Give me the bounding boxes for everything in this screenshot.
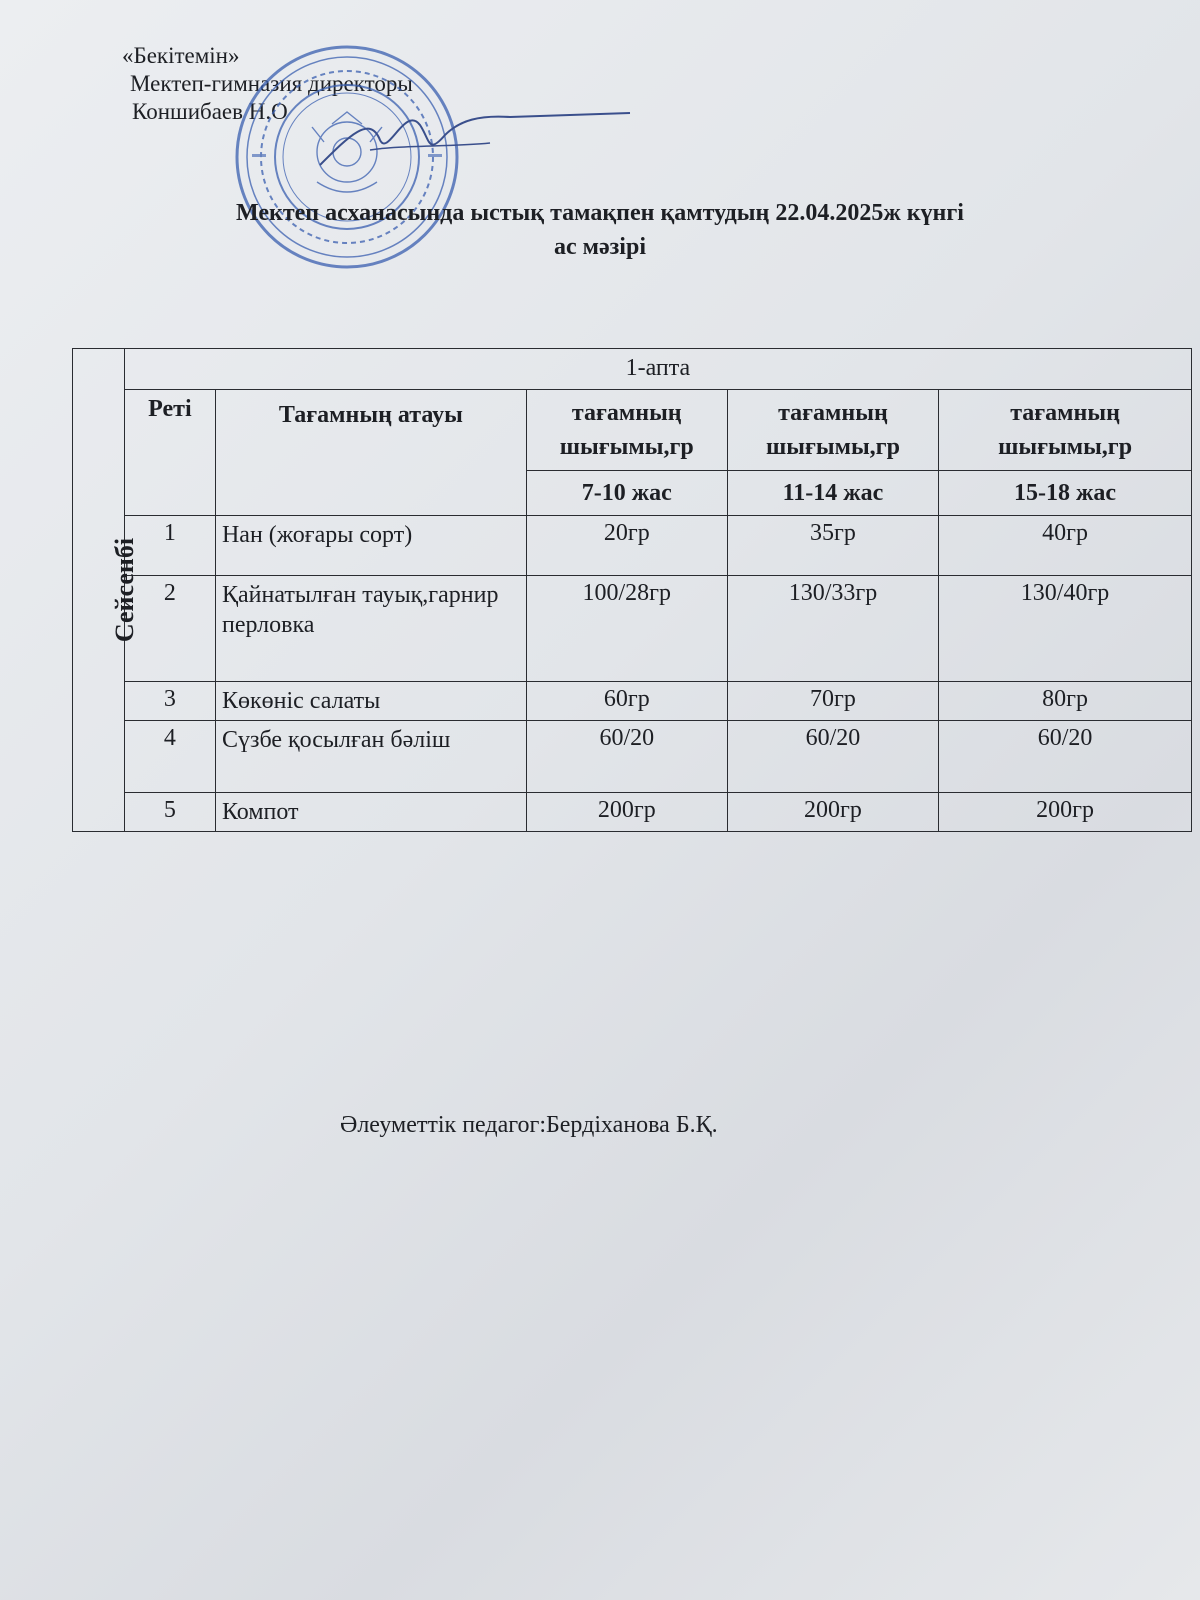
portion-value: 130/33гр (727, 576, 938, 682)
table-row (73, 682, 1192, 721)
header-order: Реті (124, 390, 215, 516)
social-pedagogue-signature-line: Әлеуметтік педагог:Бердіханова Б.Қ. (340, 1112, 718, 1138)
row-number: 5 (124, 793, 215, 832)
director-signature (310, 95, 640, 175)
header-dish-name: Тағамның атауы (215, 390, 526, 516)
header-age-2: 11-14 жас (727, 471, 938, 516)
day-cell (73, 349, 140, 832)
dish-name: Көкөніс салаты (215, 682, 526, 721)
portion-value: 35гр (727, 516, 938, 576)
dish-name: Компот (215, 793, 526, 832)
portion-value: 60/20 (939, 721, 1192, 793)
portion-value: 200гр (526, 793, 727, 832)
row-number: 3 (124, 682, 215, 721)
portion-value: 60/20 (526, 721, 727, 793)
portion-value: 60/20 (727, 721, 938, 793)
portion-value: 130/40гр (939, 576, 1192, 682)
portion-value: 100/28гр (526, 576, 727, 682)
approval-name: Коншибаев Н.О (132, 99, 288, 124)
row-number: 4 (124, 721, 215, 793)
header-age-1: 7-10 жас (526, 471, 727, 516)
approval-position: Мектеп-гимназия директоры (130, 71, 413, 96)
table-row (73, 516, 1192, 576)
day-label: Сейсенбі (110, 537, 140, 643)
table-row (73, 721, 1192, 793)
portion-value: 80гр (939, 682, 1192, 721)
document-title (100, 196, 1100, 264)
row-number: 2 (124, 576, 215, 682)
dish-name: Нан (жоғары сорт) (215, 516, 526, 576)
menu-table (72, 348, 1192, 832)
header-output-1: тағамның шығымы,гр (526, 390, 727, 471)
title-line-1: Мектеп асханасында ыстық тамақпен қамтудың 22.04.2025ж күнгі (236, 200, 964, 226)
table-row (73, 793, 1192, 832)
table-row (73, 576, 1192, 682)
row-number: 1 (124, 516, 215, 576)
dish-name: Сүзбе қосылған бәліш (215, 721, 526, 793)
portion-value: 200гр (727, 793, 938, 832)
title-line-2: ас мәзірі (554, 234, 646, 260)
header-output-2: тағамның шығымы,гр (727, 390, 938, 471)
portion-value: 70гр (727, 682, 938, 721)
header-age-3: 15-18 жас (939, 471, 1192, 516)
portion-value: 200гр (939, 793, 1192, 832)
header-output-3: тағамның шығымы,гр (939, 390, 1192, 471)
portion-value: 60гр (526, 682, 727, 721)
dish-name: Қайнатылған тауық,гарнир перловка (215, 576, 526, 682)
approval-heading: «Бекітемін» (122, 43, 240, 68)
week-header: 1-апта (124, 349, 1191, 390)
portion-value: 40гр (939, 516, 1192, 576)
portion-value: 20гр (526, 516, 727, 576)
